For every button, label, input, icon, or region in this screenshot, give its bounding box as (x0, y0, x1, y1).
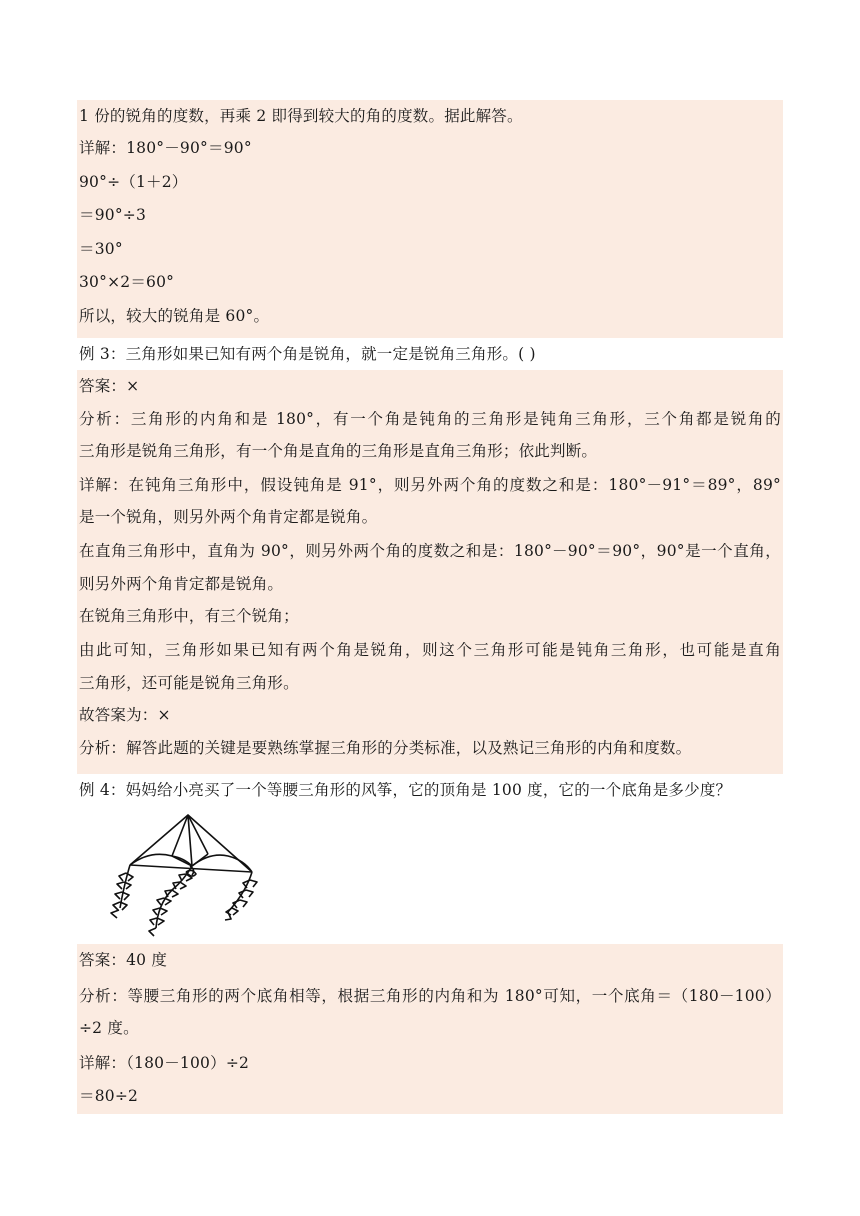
text-line: 30°×2＝60° (79, 273, 175, 291)
text-line: ＝30° (79, 240, 123, 258)
text-line: ＝90°÷3 (79, 206, 147, 224)
text-line: ÷2 度。 (79, 1019, 139, 1037)
solution-block-1 (77, 100, 783, 338)
text-line: 三角形，还可能是锐角三角形。 (79, 674, 299, 692)
text-line: 则另外两个角肯定都是锐角。 (79, 575, 284, 593)
text-line: 90°÷（1＋2） (79, 173, 188, 191)
text-line: 由此可知，三角形如果已知有两个角是锐角，则这个三角形可能是钝角三角形，也可能是直角 (79, 641, 781, 659)
text-line: 在锐角三角形中，有三个锐角； (79, 607, 299, 625)
text-line: 分析：解答此题的关键是要熟练掌握三角形的分类标准，以及熟记三角形的内角和度数。 (79, 739, 692, 757)
text-line: 答案：40 度 (79, 951, 168, 969)
text-line: 分析：三角形的内角和是 180°，有一个角是钝角的三角形是钝角三角形，三个角都是锐角的 (79, 410, 781, 428)
text-line: 详解：在钝角三角形中，假设钝角是 91°，则另外两个角的度数之和是：180°－91°＝89°，89° (79, 476, 781, 494)
question-text: 例 4：妈妈给小亮买了一个等腰三角形的风筝，它的顶角是 100 度，它的一个底角是多少度？ (79, 781, 732, 799)
example-3-question (77, 338, 783, 370)
text-line: 三角形是锐角三角形，有一个角是直角的三角形是直角三角形；依此判断。 (79, 442, 598, 460)
text-line: 分析：等腰三角形的两个底角相等，根据三角形的内角和为 180°可知，一个底角＝（180－100） (79, 987, 781, 1005)
question-text: 例 3：三角形如果已知有两个角是锐角，就一定是锐角三角形。( ) (79, 345, 536, 363)
text-line: 是一个锐角，则另外两个角肯定都是锐角。 (79, 508, 378, 526)
solution-block-3 (77, 944, 783, 1114)
text-line: 故答案为：× (79, 706, 171, 724)
text-line: 答案：× (79, 377, 140, 395)
example-4-question (77, 774, 783, 806)
text-line: 详解：（180－100）÷2 (79, 1054, 250, 1072)
text-line: 所以，较大的锐角是 60°。 (79, 307, 270, 325)
solution-block-2 (77, 370, 783, 774)
text-line: ＝80÷2 (79, 1087, 139, 1105)
text-line: 1 份的锐角的度数，再乘 2 即得到较大的角的度数。据此解答。 (79, 107, 523, 125)
text-line: 在直角三角形中，直角为 90°，则另外两个角的度数之和是：180°－90°＝90°，90°是一个直角， (79, 542, 781, 560)
text-line: 详解：180°－90°＝90° (79, 139, 252, 157)
kite-illustration (100, 810, 270, 940)
